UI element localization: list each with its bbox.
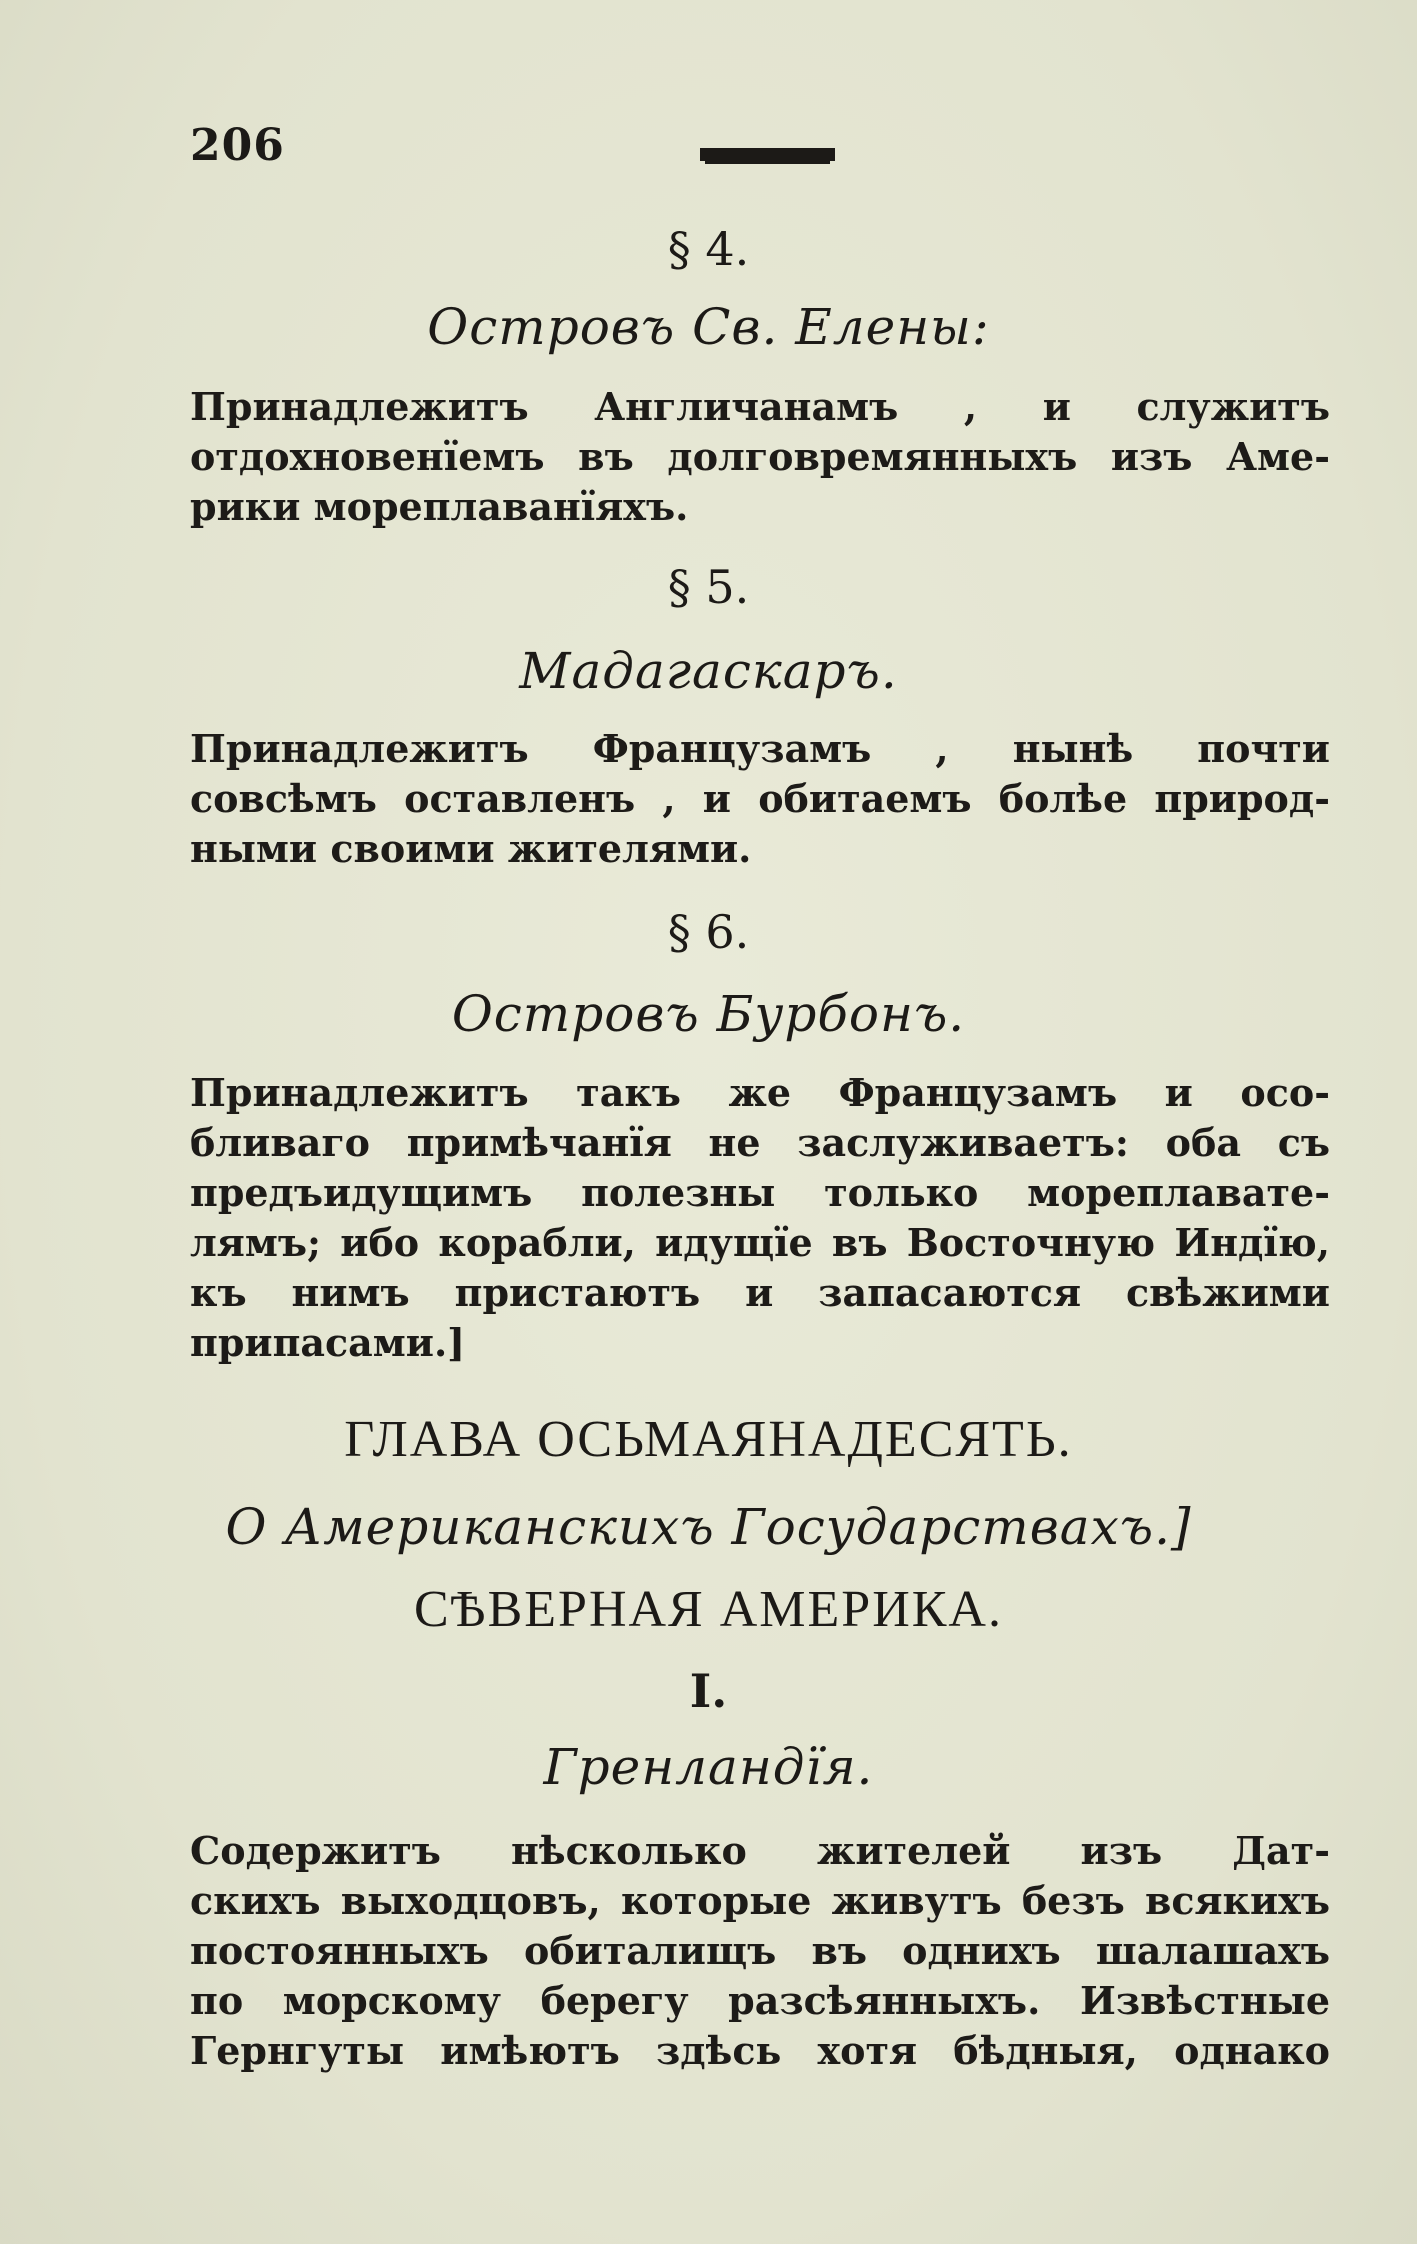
text-line: скихъ выходцовъ, которые живутъ безъ всякихъ xyxy=(190,1878,1330,1923)
section-5-title: Мадагаскаръ. xyxy=(519,642,898,700)
subsection-title: Гренландїя. xyxy=(543,1738,874,1796)
text-line: Принадлежитъ Французамъ , нынѣ почти xyxy=(190,726,1330,771)
text-line: рики мореплаванїяхъ. xyxy=(190,484,689,529)
region-heading: СѢВЕРНАЯ АМЕРИКА. xyxy=(414,1581,1003,1638)
text-line: ными своими жителями. xyxy=(190,826,752,871)
text-line: совсѣмъ оставленъ , и обитаемъ болѣе природ- xyxy=(190,776,1330,821)
text-line: предъидущимъ полезны только мореплавате- xyxy=(190,1170,1330,1215)
text-line: бливаго примѣчанїя не заслуживаетъ: оба съ xyxy=(190,1120,1330,1165)
section-4-number: § 4. xyxy=(667,222,750,276)
text-line: Содержитъ нѣсколько жителей изъ Дат- xyxy=(190,1828,1330,1873)
text-line: Гернгуты имѣютъ здѣсь хотя бѣдныя, однако xyxy=(190,2028,1330,2073)
chapter-title: ГЛАВА ОСЬМАЯНАДЕСЯТЬ. xyxy=(344,1411,1073,1468)
subsection-number: I. xyxy=(689,1664,728,1718)
section-6-title: Островъ Бурбонъ. xyxy=(451,985,966,1043)
text-line: лямъ; ибо корабли, идущїе въ Восточную Индїю, xyxy=(190,1220,1330,1265)
header-rule xyxy=(700,148,835,161)
section-4-paragraph xyxy=(190,382,1330,532)
section-6-paragraph xyxy=(190,1068,1330,1368)
section-5-number: § 5. xyxy=(667,560,750,614)
section-4-title: Островъ Св. Елены: xyxy=(427,298,990,356)
text-line: Принадлежитъ Англичанамъ , и служитъ xyxy=(190,384,1330,429)
section-6-number: § 6. xyxy=(667,905,750,959)
text-line: припасами.] xyxy=(190,1320,466,1365)
text-line: по морскому берегу разсѣянныхъ. Извѣстные xyxy=(190,1978,1330,2023)
text-line: отдохновенїемъ въ долговремянныхъ изъ Аме- xyxy=(190,434,1330,479)
text-line: постоянныхъ обиталищъ въ однихъ шалашахъ xyxy=(190,1928,1330,1973)
section-5-paragraph xyxy=(190,724,1330,874)
text-line: Принадлежитъ такъ же Французамъ и осо- xyxy=(190,1070,1330,1115)
text-line: къ нимъ пристаютъ и запасаются свѣжими xyxy=(190,1270,1330,1315)
greenland-paragraph xyxy=(190,1826,1330,2076)
page-number: 206 xyxy=(190,120,285,171)
chapter-subtitle: О Американскихъ Государствахъ.] xyxy=(225,1498,1192,1556)
